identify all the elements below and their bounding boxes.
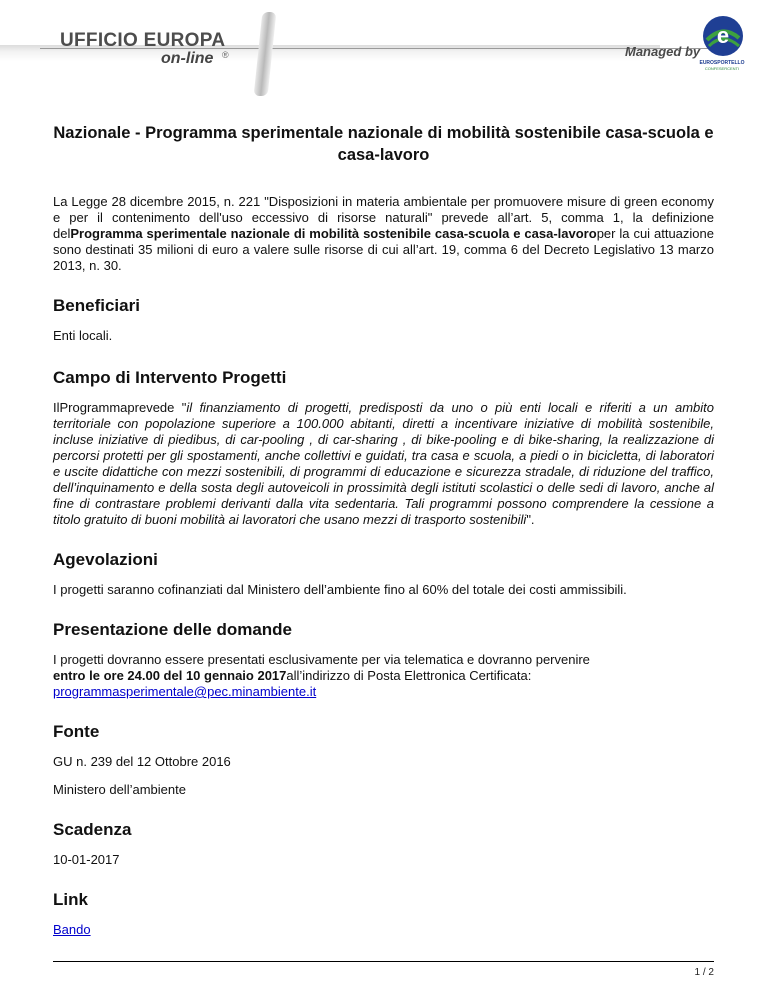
pec-email-link[interactable]: programmasperimentale@pec.minambiente.it: [53, 684, 317, 699]
heading-campo: Campo di Intervento Progetti: [53, 368, 287, 387]
heading-beneficiari: Beneficiari: [53, 296, 140, 315]
heading-presentazione: Presentazione delle domande: [53, 620, 293, 639]
section-presentazione: [53, 620, 714, 700]
campo-text: [53, 400, 714, 528]
scadenza-date: 10-01-2017: [53, 852, 120, 867]
footer-divider: [53, 961, 714, 962]
section-beneficiari: [53, 296, 714, 344]
agevolazioni-text: I progetti saranno cofinanziati dal Ministero dell’ambiente fino al 60% del totale dei costi ammissibili.: [53, 582, 627, 597]
section-scadenza: [53, 820, 714, 868]
managed-by-label: Managed by: [625, 44, 701, 59]
campo-lead: IlProgrammaprevede ": [53, 400, 187, 415]
document-body: [53, 122, 714, 938]
beneficiari-text: Enti locali.: [53, 328, 113, 343]
page-number: 1 / 2: [694, 967, 714, 978]
section-agevolazioni: [53, 550, 714, 598]
logo-subtitle: on-line: [161, 50, 214, 67]
campo-tail: ".: [526, 512, 535, 527]
section-campo: [53, 368, 714, 528]
section-fonte: [53, 722, 714, 798]
presentazione-after: all’indirizzo di Posta Elettronica Certificata:: [286, 668, 532, 683]
presentazione-line1: I progetti dovranno essere presentati esclusivamente per via telematica e dovranno pervenire: [53, 652, 590, 667]
partner-sub: CONFESERCENTI: [704, 66, 740, 71]
fonte-line1: GU n. 239 del 12 Ottobre 2016: [53, 754, 231, 769]
presentazione-deadline: entro le ore 24.00 del 10 gennaio 2017: [53, 668, 287, 683]
intro-text-b: per la cui attuazione sono destinati 35 milioni di euro a valere sulle risorse di cui all’art. 19, comma 6 del Decreto Legislativo 13 marzo 2013, n. 30.: [53, 226, 714, 273]
intro-program-name: Programma sperimentale nazionale di mobilità sostenibile casa-scuola e casa-lavoro: [70, 226, 597, 241]
logo-title: UFFICIO EUROPA: [60, 30, 226, 51]
bando-link[interactable]: Bando: [53, 922, 91, 937]
svg-text:e: e: [716, 23, 730, 48]
fonte-line2: Ministero dell’ambiente: [53, 782, 186, 797]
intro-paragraph: [53, 194, 714, 274]
heading-scadenza: Scadenza: [53, 820, 132, 839]
intro-text-a: La Legge 28 dicembre 2015, n. 221 "Disposizioni in materia ambientale per promuovere misure di green economy e per il contenimento dell'uso eccessivo di risorse naturali" prevede all’art. 5, comma 1, la definizione del: [53, 194, 714, 241]
page-title: Nazionale - Programma sperimentale nazionale di mobilità sostenibile casa-scuola e casa-lavoro: [53, 124, 714, 164]
section-link: [53, 890, 714, 938]
campo-quote: il finanziamento di progetti, predisposti da uno o più enti locali e riferiti a un ambito territoriale con popolazione superiore a 100.000 abitanti, diretti a incentivare iniziative di mobilità sostenibile, incluse iniziative di piedibus, di car-pooling , di car-sharing , di bike-pooling e di bike-sharing, la realizzazione di percorsi protetti per gli spostamenti, anche collettivi e guidati, tra casa e scuola, a piedi o in bicicletta, di laboratori e uscite didattiche con mezzi sostenibili, di programmi di educazione e sicurezza stradale, di riduzione del traffico, dell’inquinamento e della sosta degli autoveicoli in prossimità degli istituti scolastici o delle sedi di lavoro, anche al fine di contrastare problemi derivanti dalla vita sedentaria. Tali programmi possono comprendere la cessione a titolo gratuito di buoni mobilità ai lavoratori che usano mezzi di trasporto sostenibili: [53, 400, 714, 527]
heading-link: Link: [53, 890, 88, 909]
presentazione-text: [53, 652, 714, 700]
heading-fonte: Fonte: [53, 722, 100, 741]
page-header: [0, 0, 768, 110]
heading-agevolazioni: Agevolazioni: [53, 550, 158, 569]
partner-name: EUROSPORTELLO: [699, 60, 745, 66]
globe-e-logo-icon: [701, 14, 745, 58]
registered-mark: ®: [222, 50, 229, 60]
